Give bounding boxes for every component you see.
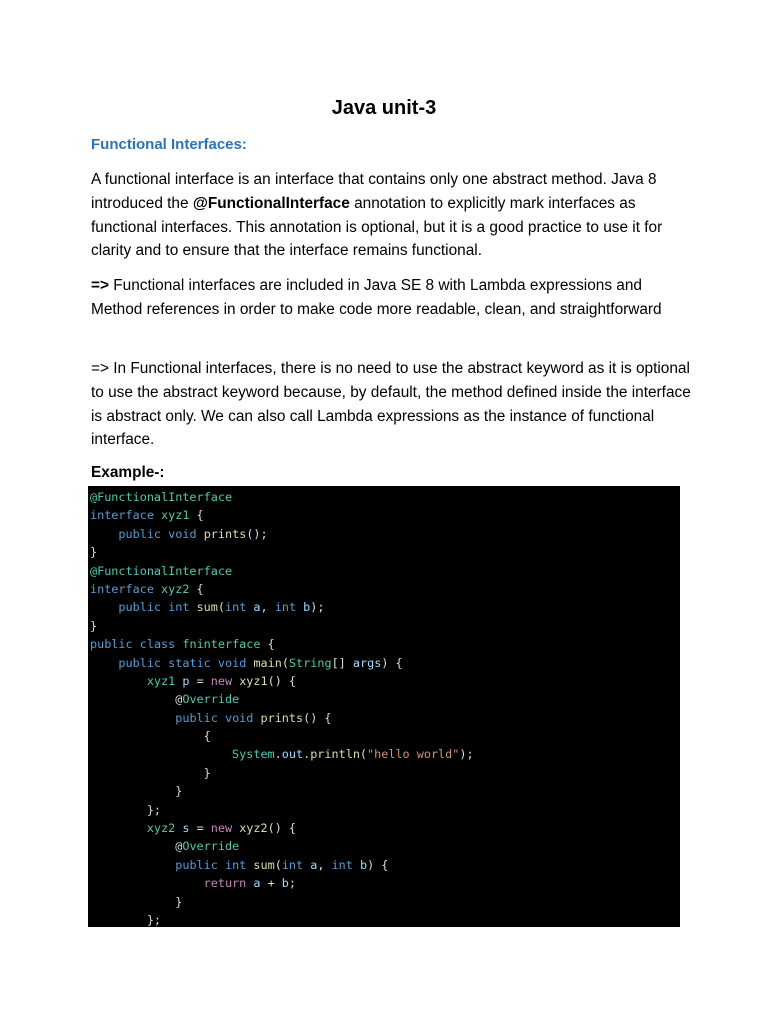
code-token-default: @ xyxy=(90,839,183,854)
code-token-default: . xyxy=(274,747,282,762)
code-token-default: { xyxy=(260,637,275,652)
code-token-default: } xyxy=(90,545,98,560)
code-token-control: return xyxy=(203,876,247,891)
code-token-default xyxy=(133,637,140,651)
code-token-default: { xyxy=(90,729,211,744)
code-token-variable: a xyxy=(310,857,318,872)
code-token-keyword: public xyxy=(175,857,218,872)
code-token-default: { xyxy=(189,508,204,523)
code-line xyxy=(88,543,680,561)
code-token-field: out xyxy=(281,747,304,762)
code-token-variable: s xyxy=(182,821,190,836)
code-block xyxy=(88,486,680,927)
code-token-variable: b xyxy=(359,857,368,872)
code-token-default xyxy=(353,858,360,872)
code-token-default: }; xyxy=(90,802,162,817)
code-token-default xyxy=(90,858,175,872)
code-token-default: + xyxy=(260,876,282,891)
code-token-keyword: interface xyxy=(90,581,154,596)
code-line xyxy=(88,837,680,855)
code-token-variable: b xyxy=(281,876,289,891)
code-token-default xyxy=(90,656,118,670)
code-line xyxy=(88,727,680,745)
code-token-annotation: Override xyxy=(182,839,240,854)
code-line xyxy=(88,745,680,763)
code-token-default: ); xyxy=(310,600,325,615)
code-line xyxy=(88,764,680,782)
code-line xyxy=(88,488,680,506)
code-token-default xyxy=(211,656,218,670)
code-token-method: xyz2 xyxy=(239,821,268,836)
paragraph-abstract-keyword: => In Functional interfaces, there is no need to use the abstract keyword as it is optional to use the abstract keyword because, by default, the method defined inside the interface is abstract only. We can also call Lambda expressions as the instance of functional interface. xyxy=(91,360,691,449)
paragraph-definition xyxy=(91,168,691,263)
code-line xyxy=(88,617,680,635)
code-token-default: ); xyxy=(459,747,474,762)
code-line xyxy=(88,893,680,911)
code-token-default xyxy=(154,582,161,596)
code-line xyxy=(88,911,680,927)
code-token-default: ( xyxy=(281,655,289,670)
paragraph-java-se8 xyxy=(91,274,691,322)
code-line xyxy=(88,782,680,800)
code-line xyxy=(88,525,680,543)
code-token-default xyxy=(90,876,204,890)
code-token-keyword: void xyxy=(168,526,197,541)
code-token-keyword: static xyxy=(168,655,211,670)
code-token-default: } xyxy=(90,765,211,780)
code-token-default: ( xyxy=(217,600,225,615)
code-token-default: } xyxy=(90,784,183,799)
functional-interface-annotation-bold: @FunctionalInterface xyxy=(192,194,350,212)
code-token-default: ) { xyxy=(367,857,389,872)
code-token-keyword: public xyxy=(90,637,133,652)
code-line xyxy=(88,562,680,580)
code-line xyxy=(88,874,680,892)
paragraph-java-se8-text: Functional interfaces are included in Java SE 8 with Lambda expressions and Method references in order to make code more readable, clean, and straightforward xyxy=(91,277,662,318)
code-token-keyword: public xyxy=(118,526,162,541)
code-token-type: String xyxy=(288,655,332,670)
code-token-default xyxy=(90,600,118,614)
code-line xyxy=(88,856,680,874)
code-token-keyword: public xyxy=(175,710,218,725)
code-token-keyword: int xyxy=(281,857,304,872)
paragraph-definition-text-1: A functional interface is an interface that contains only one abstract method. Java 8 introduced the xyxy=(91,171,657,212)
code-token-type: fninterface xyxy=(182,637,261,652)
code-token-default xyxy=(90,527,118,541)
code-token-method: xyz1 xyxy=(239,673,268,688)
code-line xyxy=(88,801,680,819)
code-line xyxy=(88,506,680,524)
code-line xyxy=(88,672,680,690)
code-token-keyword: int xyxy=(274,600,297,615)
code-token-keyword: class xyxy=(139,637,176,652)
example-label: Example-: xyxy=(91,464,165,481)
code-token-method: prints xyxy=(203,526,247,541)
code-token-default: () { xyxy=(267,673,297,688)
code-token-default: ; xyxy=(288,876,297,891)
code-token-type: System xyxy=(232,747,275,762)
code-token-default xyxy=(218,858,225,872)
code-token-type: xyz2 xyxy=(146,821,176,836)
code-token-type: xyz1 xyxy=(146,673,176,688)
code-token-default: ) { xyxy=(381,655,403,670)
code-token-default: () { xyxy=(267,821,297,836)
code-token-default xyxy=(253,711,260,725)
code-token-default xyxy=(90,674,147,688)
code-token-default xyxy=(90,711,175,725)
code-token-keyword: void xyxy=(217,655,247,670)
code-token-keyword: int xyxy=(225,600,247,615)
code-token-default: (); xyxy=(246,526,268,541)
arrow-marker-bold: => xyxy=(91,277,109,294)
code-token-keyword: int xyxy=(168,600,190,615)
section-heading: Functional Interfaces: xyxy=(91,136,247,153)
code-line xyxy=(88,598,680,616)
code-token-default: }; xyxy=(90,912,162,927)
code-token-default: { xyxy=(189,581,204,596)
code-token-type: xyz1 xyxy=(161,508,190,523)
code-token-method: main xyxy=(253,655,282,670)
code-token-default: = xyxy=(189,821,211,836)
code-token-method: sum xyxy=(196,600,218,615)
code-token-default xyxy=(218,711,225,725)
code-token-default: = xyxy=(189,673,211,688)
code-line xyxy=(88,580,680,598)
page-title: Java unit-3 xyxy=(331,97,437,119)
code-token-default xyxy=(197,527,204,541)
code-token-method: sum xyxy=(253,857,275,872)
code-token-keyword: int xyxy=(331,857,353,872)
code-token-default: } xyxy=(90,894,183,909)
code-line xyxy=(88,819,680,837)
code-line xyxy=(88,690,680,708)
code-token-annotation: Override xyxy=(182,692,240,707)
code-token-default xyxy=(90,747,232,761)
code-token-variable: a xyxy=(253,876,261,891)
code-token-control: new xyxy=(210,821,233,836)
code-token-default: [] xyxy=(331,655,353,670)
code-line xyxy=(88,635,680,653)
code-token-method: println xyxy=(310,747,360,762)
paragraph-definition-text-2: annotation to explicitly mark interfaces as functional interfaces. This annotation is optional, but it is a good practice to use it for clarity and to ensure that the interface remains functional. xyxy=(91,194,663,260)
code-token-default: ( xyxy=(359,747,368,762)
code-token-control: new xyxy=(210,673,233,688)
code-line xyxy=(88,654,680,672)
code-token-default: . xyxy=(303,747,311,762)
code-token-default: , xyxy=(317,857,332,872)
code-token-type: xyz2 xyxy=(161,581,190,596)
code-token-keyword: void xyxy=(224,710,254,725)
code-token-default: @ xyxy=(90,692,183,707)
code-token-keyword: public xyxy=(118,600,162,615)
code-token-annotation: @FunctionalInterface xyxy=(90,563,233,578)
code-token-default xyxy=(90,821,147,835)
code-token-default xyxy=(189,600,196,614)
code-token-default xyxy=(154,508,161,522)
code-token-default: , xyxy=(260,600,275,615)
code-token-keyword: public xyxy=(118,655,162,670)
code-token-annotation: @FunctionalInterface xyxy=(90,490,233,504)
code-token-variable: args xyxy=(352,655,382,670)
code-token-default: () { xyxy=(303,710,332,725)
code-token-default: ( xyxy=(274,857,282,872)
code-line xyxy=(88,709,680,727)
code-token-variable: b xyxy=(303,600,311,615)
code-token-string: "hello world" xyxy=(367,747,460,762)
code-token-default: } xyxy=(90,618,98,633)
code-token-keyword: interface xyxy=(90,508,154,523)
code-token-method: prints xyxy=(260,710,304,725)
code-token-variable: p xyxy=(182,673,190,688)
code-token-keyword: int xyxy=(224,857,247,872)
code-token-variable: a xyxy=(253,600,261,615)
